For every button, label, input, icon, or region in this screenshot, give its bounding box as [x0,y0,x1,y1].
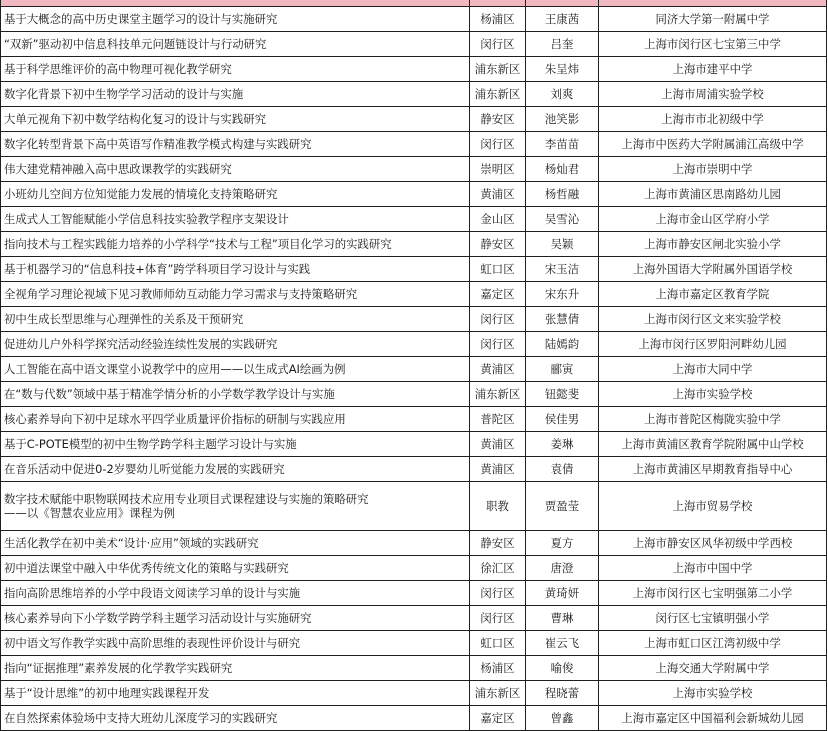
project-title-cell: 在音乐活动中促进0-2岁婴幼儿听觉能力发展的实践研究 [1,457,470,482]
table-row [1,32,827,57]
person-cell: 池笑影 [526,107,599,132]
person-cell: 吴颖 [526,232,599,257]
project-title-cell: 核心素养导向下初中足球水平四学业质量评价指标的研制与实践应用 [1,407,470,432]
table-row [1,631,827,656]
school-cell: 上海市建平中学 [599,57,827,82]
table-row [1,581,827,606]
district-cell: 闵行区 [470,606,526,631]
school-cell: 上海市中医药大学附属浦江高级中学 [599,132,827,157]
person-cell: 袁倩 [526,457,599,482]
district-cell: 静安区 [470,531,526,556]
school-cell: 上海市闵行区罗阳河畔幼儿园 [599,332,827,357]
school-cell: 上海交通大学附属中学 [599,656,827,681]
district-cell: 虹口区 [470,631,526,656]
table-row [1,182,827,207]
person-cell: 唐澄 [526,556,599,581]
project-title-cell: 生成式人工智能赋能小学信息科技实验教学程序支架设计 [1,207,470,232]
title-line-1: 数字技术赋能中职物联网技术应用专业项目式课程建设与实施的策略研究 [4,492,369,506]
table-row [1,706,827,731]
school-cell: 上海外国语大学附属外国语学校 [599,257,827,282]
school-cell: 上海市中国中学 [599,556,827,581]
district-cell: 黄浦区 [470,432,526,457]
project-title-cell: 在“数与代数”领域中基于精准学情分析的小学数学教学设计与实施 [1,382,470,407]
district-cell: 浦东新区 [470,681,526,706]
district-cell: 闵行区 [470,581,526,606]
person-cell: 黄琦妍 [526,581,599,606]
table-row [1,57,827,82]
person-cell: 刘爽 [526,82,599,107]
school-cell: 闵行区七宝镇明强小学 [599,606,827,631]
district-cell: 杨浦区 [470,656,526,681]
person-cell: 张慧倩 [526,307,599,332]
person-cell: 贾盈莹 [526,482,599,531]
district-cell: 杨浦区 [470,7,526,32]
project-title-cell: 数字化背景下初中生物学学习活动的设计与实施 [1,82,470,107]
school-cell: 上海市静安区风华初级中学西校 [599,531,827,556]
district-cell: 嘉定区 [470,282,526,307]
table-row [1,7,827,32]
table-row [1,681,827,706]
person-cell: 曹琳 [526,606,599,631]
district-cell: 徐汇区 [470,556,526,581]
person-cell: 喻俊 [526,656,599,681]
project-title-cell: 伟大建党精神融入高中思政课教学的实践研究 [1,157,470,182]
school-cell: 上海市嘉定区教育学院 [599,282,827,307]
project-title-cell: 数字化转型背景下高中英语写作精准教学模式构建与实践研究 [1,132,470,157]
district-cell: 黄浦区 [470,357,526,382]
project-title-cell: 大单元视角下初中数学结构化复习的设计与实践研究 [1,107,470,132]
person-cell: 吴雪沁 [526,207,599,232]
district-cell: 崇明区 [470,157,526,182]
school-cell: 上海市嘉定区中国福利会新城幼儿园 [599,706,827,731]
project-title-cell: 人工智能在高中语文课堂小说教学中的应用——以生成式AI绘画为例 [1,357,470,382]
district-cell: 嘉定区 [470,706,526,731]
person-cell: 姜琳 [526,432,599,457]
table-row [1,257,827,282]
person-cell: 杨哲融 [526,182,599,207]
project-title-cell: 在自然探索体验场中支持大班幼儿深度学习的实践研究 [1,706,470,731]
person-cell: 郦寅 [526,357,599,382]
project-title-cell: 基于C-POTE模型的初中生物学跨学科主题学习设计与实施 [1,432,470,457]
project-title-cell: 初中生成长型思维与心理弹性的关系及干预研究 [1,307,470,332]
person-cell: 侯佳男 [526,407,599,432]
person-cell: 宋东升 [526,282,599,307]
district-cell: 闵行区 [470,332,526,357]
table-row [1,382,827,407]
district-cell: 静安区 [470,232,526,257]
school-cell: 上海市贸易学校 [599,482,827,531]
school-cell: 上海市普陀区梅陇实验中学 [599,407,827,432]
project-title-cell: 基于“设计思维”的初中地理实践课程开发 [1,681,470,706]
school-cell: 上海市黄浦区思南路幼儿园 [599,182,827,207]
project-title-cell: 基于机器学习的“信息科技+体育”跨学科项目学习设计与实践 [1,257,470,282]
project-title-cell: 指向高阶思维培养的小学中段语文阅读学习单的设计与实施 [1,581,470,606]
project-title-cell: 指向技术与工程实践能力培养的小学科学“技术与工程”项目化学习的实践研究 [1,232,470,257]
school-cell: 上海市静安区闸北实验小学 [599,232,827,257]
person-cell: 李苗苗 [526,132,599,157]
school-cell: 上海市实验学校 [599,681,827,706]
table-row [1,82,827,107]
person-cell: 杨灿君 [526,157,599,182]
table-row [1,207,827,232]
district-cell: 闵行区 [470,132,526,157]
district-cell: 金山区 [470,207,526,232]
district-cell: 普陀区 [470,407,526,432]
person-cell: 陆嫣韵 [526,332,599,357]
table-row [1,482,827,531]
project-title-cell: 小班幼儿空间方位知觉能力发展的情境化支持策略研究 [1,182,470,207]
project-title-cell: 基于科学思维评价的高中物理可视化教学研究 [1,57,470,82]
school-cell: 上海市金山区学府小学 [599,207,827,232]
person-cell: 吕奎 [526,32,599,57]
person-cell: 夏方 [526,531,599,556]
table-row [1,332,827,357]
person-cell: 钮懿斐 [526,382,599,407]
project-title-cell: 指向“证据推理”素养发展的化学教学实践研究 [1,656,470,681]
school-cell: 上海市闵行区文来实验学校 [599,307,827,332]
school-cell: 上海市大同中学 [599,357,827,382]
table-row [1,432,827,457]
table-row [1,232,827,257]
table-row [1,531,827,556]
project-title-cell [1,482,470,531]
school-cell: 上海市闵行区七宝第三中学 [599,32,827,57]
project-title-cell: 初中道法课堂中融入中华优秀传统文化的策略与实践研究 [1,556,470,581]
school-cell: 上海市闵行区七宝明强第二小学 [599,581,827,606]
district-cell: 浦东新区 [470,57,526,82]
project-title-cell: 生活化教学在初中美术“设计·应用”领域的实践研究 [1,531,470,556]
school-cell: 上海市市北初级中学 [599,107,827,132]
table-row [1,656,827,681]
school-cell: 上海市崇明中学 [599,157,827,182]
school-cell: 同济大学第一附属中学 [599,7,827,32]
table-row [1,282,827,307]
district-cell: 浦东新区 [470,82,526,107]
table-row [1,556,827,581]
table-row [1,606,827,631]
table-row [1,132,827,157]
person-cell: 朱呈炜 [526,57,599,82]
district-cell: 闵行区 [470,32,526,57]
table-row [1,157,827,182]
school-cell: 上海市周浦实验学校 [599,82,827,107]
district-cell: 静安区 [470,107,526,132]
district-cell: 黄浦区 [470,457,526,482]
project-title-cell: “双新”驱动初中信息科技单元问题链设计与行动研究 [1,32,470,57]
table-row [1,107,827,132]
table-row [1,357,827,382]
school-cell: 上海市黄浦区早期教育指导中心 [599,457,827,482]
project-title-cell: 初中语文写作教学实践中高阶思维的表现性评价设计与研究 [1,631,470,656]
person-cell: 王康茜 [526,7,599,32]
person-cell: 宋玉洁 [526,257,599,282]
school-cell: 上海市黄浦区教育学院附属中山学校 [599,432,827,457]
person-cell: 程晓蕾 [526,681,599,706]
school-cell: 上海市虹口区江湾初级中学 [599,631,827,656]
project-title-cell: 核心素养导向下小学数学跨学科主题学习活动设计与实施研究 [1,606,470,631]
school-cell: 上海市实验学校 [599,382,827,407]
table-row [1,307,827,332]
table-row [1,457,827,482]
person-cell: 曾鑫 [526,706,599,731]
district-cell: 浦东新区 [470,382,526,407]
person-cell: 崔云飞 [526,631,599,656]
title-line-2: ——以《智慧农业应用》课程为例 [4,506,175,520]
project-title-cell: 全视角学习理论视域下见习教师师幼互动能力学习需求与支持策略研究 [1,282,470,307]
district-cell: 黄浦区 [470,182,526,207]
district-cell: 职教 [470,482,526,531]
project-title-cell: 基于大概念的高中历史课堂主题学习的设计与实施研究 [1,7,470,32]
project-title-cell: 促进幼儿户外科学探究活动经验连续性发展的实践研究 [1,332,470,357]
table-row [1,407,827,432]
district-cell: 闵行区 [470,307,526,332]
district-cell: 虹口区 [470,257,526,282]
